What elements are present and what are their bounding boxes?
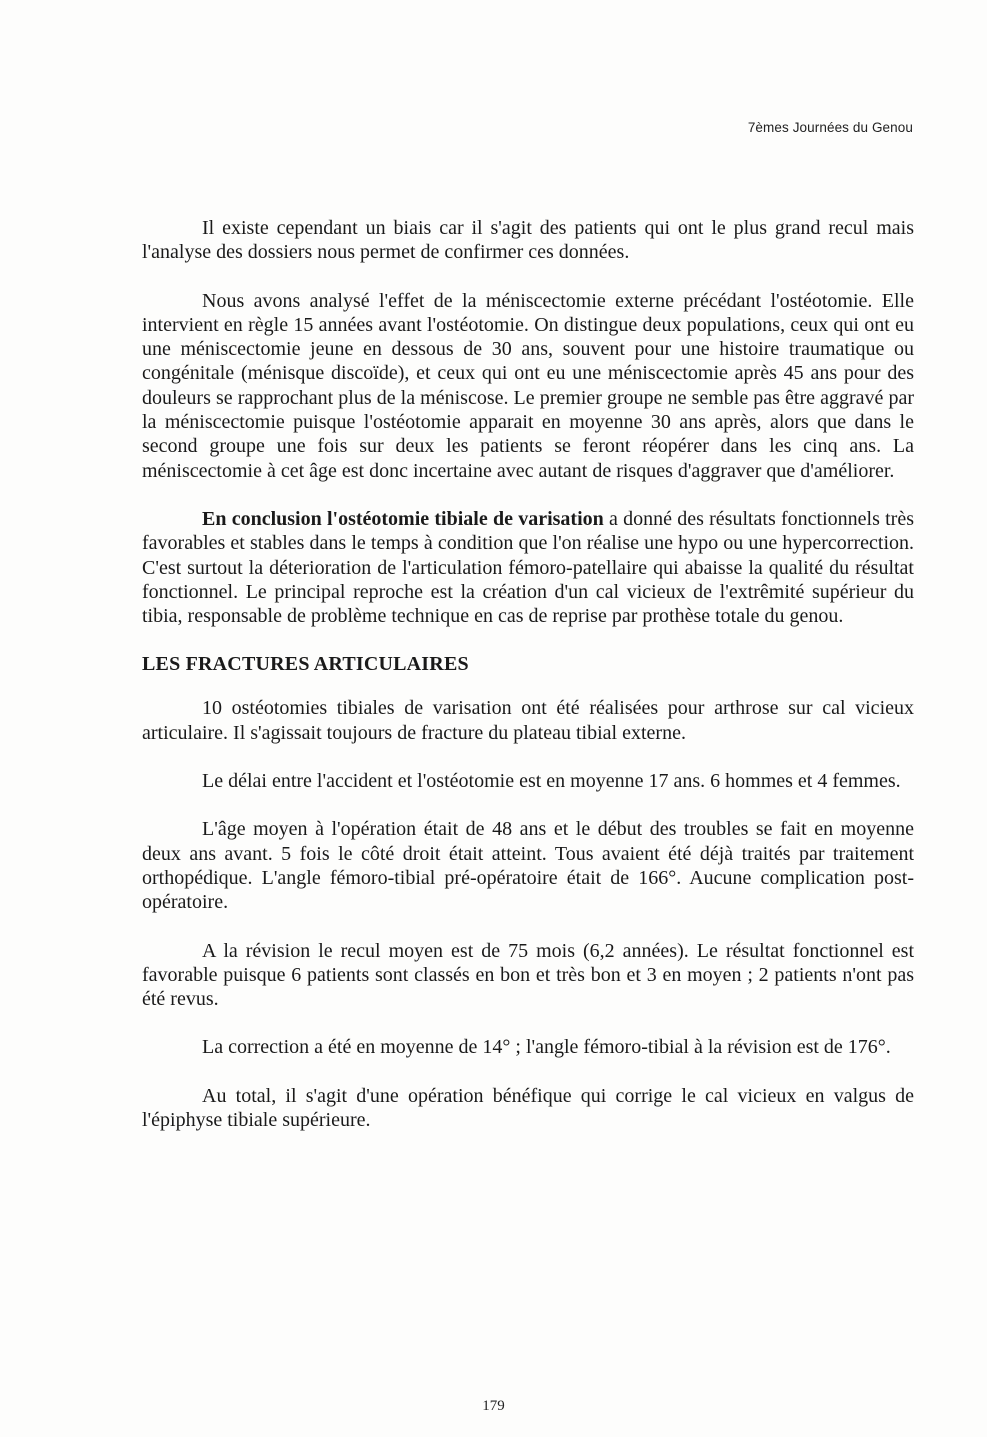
paragraph-bias: Il existe cependant un biais car il s'agit des patients qui ont le plus grand recul mais l'analyse des dossiers nous permet de confirmer ces données. bbox=[142, 217, 914, 264]
paragraph-osteotomies-count: 10 ostéotomies tibiales de varisation ont été réalisées pour arthrose sur cal vicieux articulaire. Il s'agissait toujours de fracture du plateau tibial externe. bbox=[142, 697, 914, 744]
paragraph-conclusion bbox=[142, 507, 914, 628]
paragraph-meniscectomy: Nous avons analysé l'effet de la méniscectomie externe précédant l'ostéotomie. Elle intervient en règle 15 années avant l'ostéotomie. On distingue deux populations, ceux qui ont eu une méniscectomie jeune en dessous de 30 ans, souvent pour une histoire traumatique ou congénitale (ménisque discoïde), et ceux qui ont eu une méniscectomie après 45 ans pour des douleurs se rapprochant plus de la méniscose. Le premier groupe ne semble pas être aggravé par la méniscectomie puisque l'ostéotomie apparait en moyenne 30 ans après, alors que dans le second groupe une fois sur deux les patients se feront réopérer dans les cinq ans. La méniscectomie à cet âge est donc incertaine avec autant de risques d'aggraver que d'améliorer. bbox=[142, 289, 914, 482]
conclusion-lead: En conclusion l'ostéotomie tibiale de varisation bbox=[202, 507, 604, 530]
paragraph-delay: Le délai entre l'accident et l'ostéotomie est en moyenne 17 ans. 6 hommes et 4 femmes. bbox=[202, 770, 901, 793]
paragraph-summary: Au total, il s'agit d'une opération bénéfique qui corrige le cal vicieux en valgus de l'épiphyse tibiale supérieure. bbox=[142, 1084, 914, 1132]
running-header: 7èmes Journées du Genou bbox=[747, 120, 913, 135]
paragraph-correction: La correction a été en moyenne de 14° ; l'angle fémoro-tibial à la révision est de 176°. bbox=[202, 1036, 891, 1059]
conclusion-text: a donné des résultats fonctionnels très favorables et stables dans le temps à condition que l'on réalise une hypo ou une hypercorrection. C'est surtout la déterioration de l'articulation fémoro-patellaire qui abaisse la qualité du résultat fonctionnel. Le principal reproche est la création d'un cal vicieux de l'extrêmité supérieur du tibia, responsable de problème technique en cas de reprise par prothèse totale du genou. bbox=[142, 507, 914, 628]
body-text bbox=[142, 216, 914, 1156]
paragraph-revision: A la révision le recul moyen est de 75 mois (6,2 années). Le résultat fonctionnel est favorable puisque 6 patients sont classés en bon et très bon et 3 en moyen ; 2 patients n'ont pas été revus. bbox=[142, 939, 914, 1011]
paragraph-mean-age: L'âge moyen à l'opération était de 48 ans et le début des troubles se fait en moyenne deux ans avant. 5 fois le côté droit était atteint. Tous avaient été déjà traités par traitement orthopédique. L'angle fémoro-tibial pré-opératoire était de 166°. Aucune complication post-opératoire. bbox=[142, 818, 914, 914]
section-heading: LES FRACTURES ARTICULAIRES bbox=[142, 653, 469, 676]
page-number: 179 bbox=[482, 1398, 505, 1414]
